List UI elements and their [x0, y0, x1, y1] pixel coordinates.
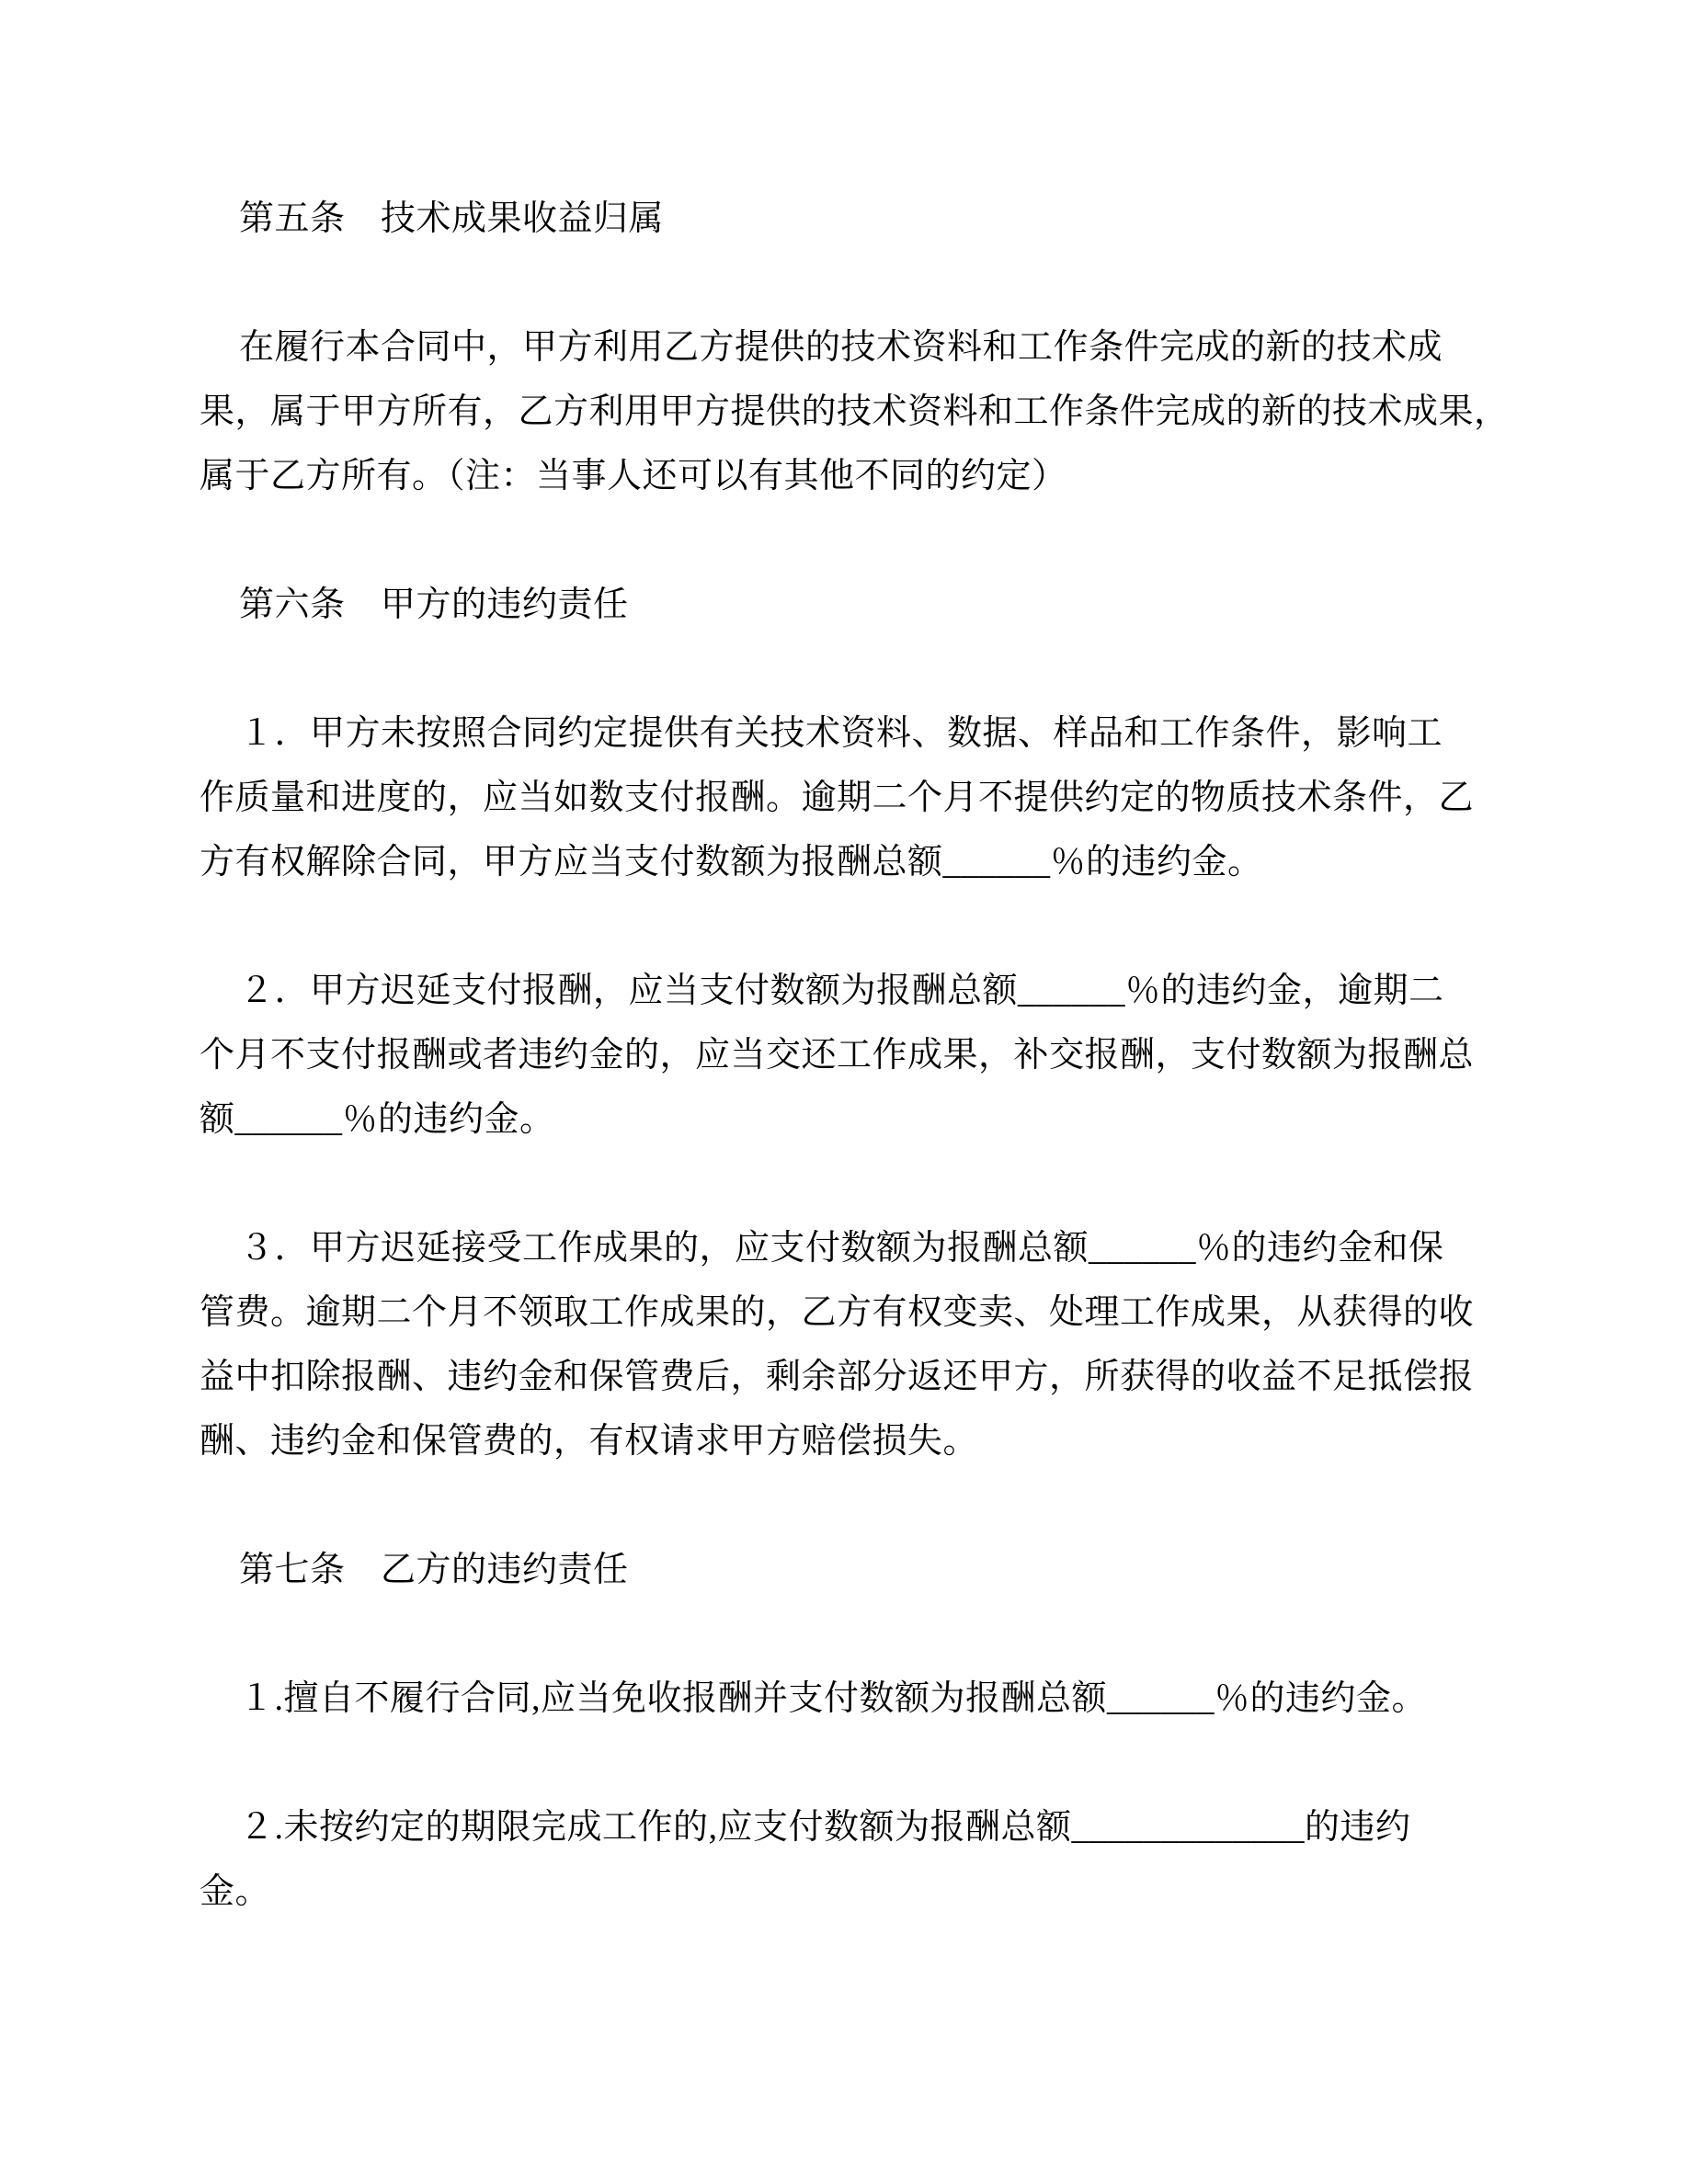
article-6-item-1: １．甲方未按照合同约定提供有关技术资料、数据、样品和工作条件，影响工 作质量和进度的，应当如数支付报酬。逾期二个月不提供约定的物质技术条件，乙 方有权解除合同，甲方应当支付数额为报酬总额______％的违约金。 [200, 714, 1475, 882]
article-7-heading: 第七条 乙方的违约责任 [239, 1551, 629, 1589]
article-6-heading: 第六条 甲方的违约责任 [239, 586, 629, 624]
article-5-heading: 第五条 技术成果收益归属 [239, 199, 665, 238]
article-6-item-2: ２．甲方迟延支付报酬，应当支付数额为报酬总额______％的违约金，逾期二 个月不支付报酬或者违约金的，应当交还工作成果，补交报酬，支付数额为报酬总 额______％的违约金。 [200, 972, 1475, 1139]
article-7-item-1: １.擅自不履行合同,应当免收报酬并支付数额为报酬总额______％的违约金。 [239, 1679, 1428, 1718]
article-5-paragraph: 在履行本合同中，甲方利用乙方提供的技术资料和工作条件完成的新的技术成 果，属于甲方所有，乙方利用甲方提供的技术资料和工作条件完成的新的技术成果， 属于乙方所有。（注：当事人还可以有其他不同的约定） [200, 328, 1510, 495]
article-6-item-3: ３．甲方迟延接受工作成果的，应支付数额为报酬总额______％的违约金和保 管费。逾期二个月不领取工作成果的，乙方有权变卖、处理工作成果，从获得的收 益中扣除报酬、违约金和保管费后，剩余部分返还甲方，所获得的收益不足抵偿报 酬、违约金和保管费的，有权请求甲方赔偿损失。 [200, 1229, 1475, 1461]
article-7-item-2: ２.未按约定的期限完成工作的,应支付数额为报酬总额_____________的违约 金。 [200, 1808, 1411, 1911]
